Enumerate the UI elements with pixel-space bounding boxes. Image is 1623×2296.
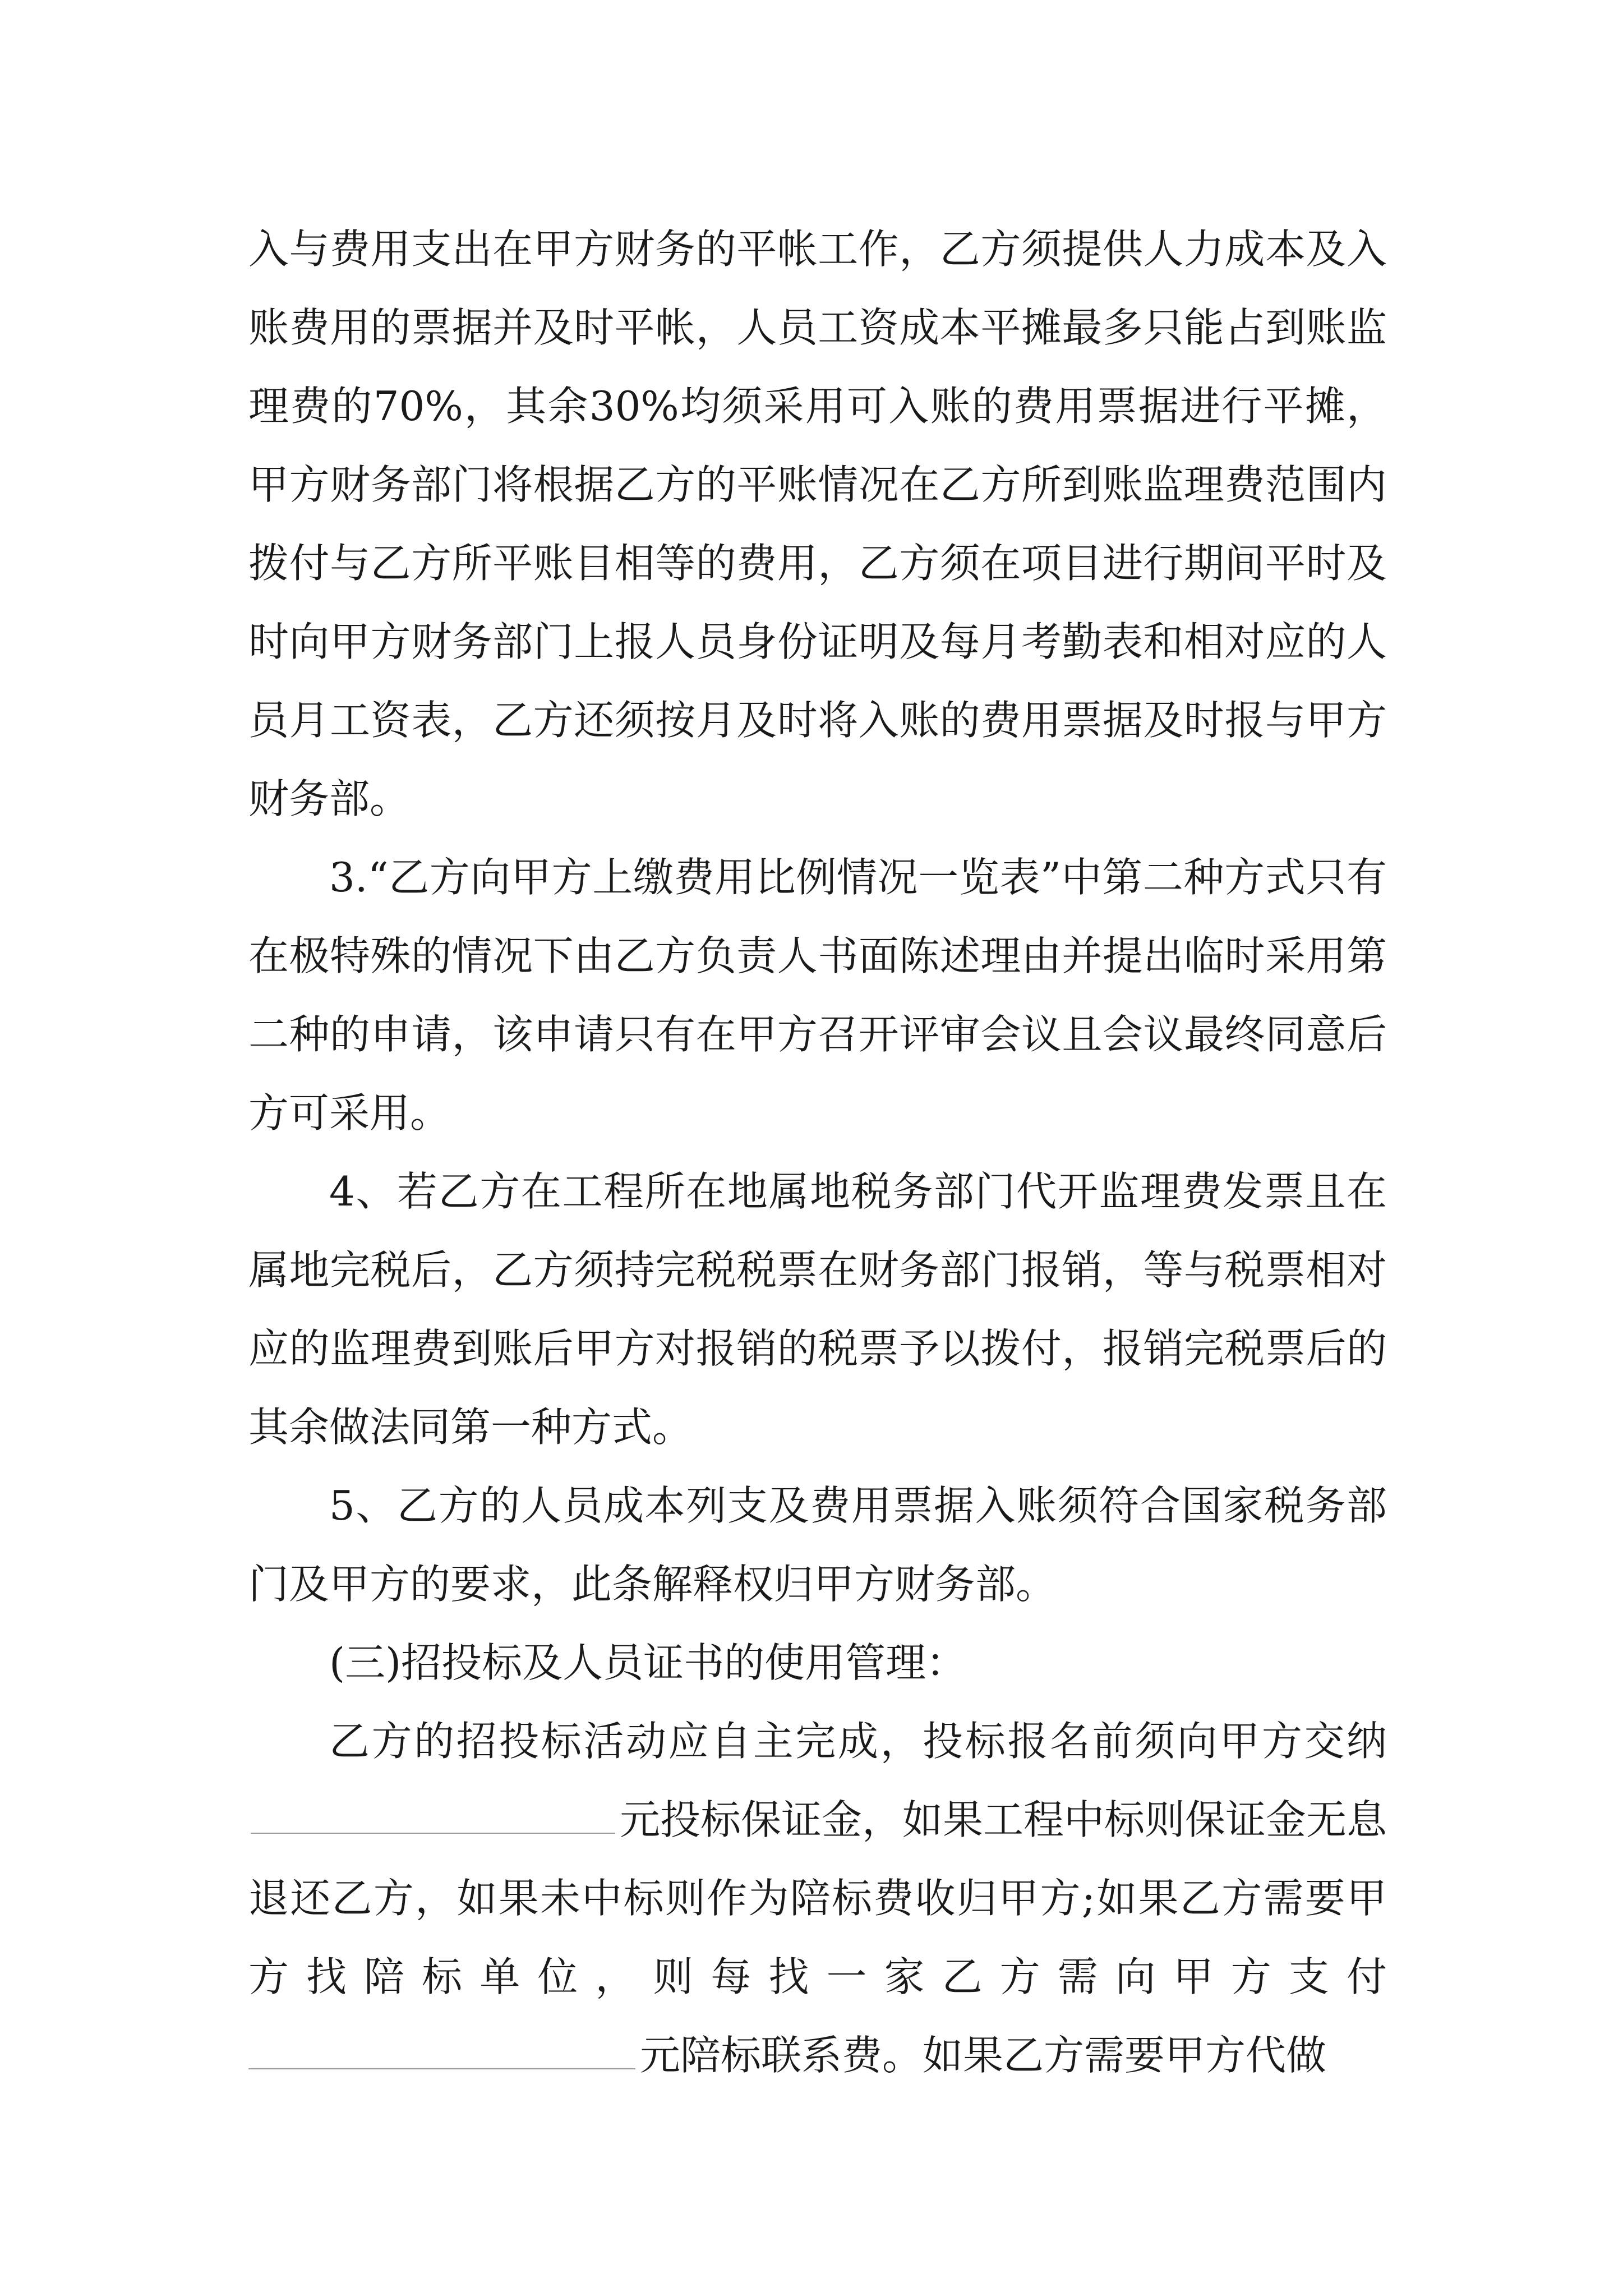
section-heading-3: (三)招投标及人员证书的使用管理： bbox=[329, 1639, 967, 1686]
paragraph-item-4: 4、若乙方在工程所在地属地税务部门代开监理费发票且在属地完税后，乙方须持完税税票在财务部门报销，等与税票相对应的监理费到账后甲方对报销的税票予以拨付，报销完税票后的其余做法同第一种方式。 bbox=[248, 1168, 1387, 1451]
paragraph-continued: 入与费用支出在甲方财务的平帐工作，乙方须提供人力成本及入账费用的票据并及时平帐，人员工资成本平摊最多只能占到账监理费的70%，其余30%均须采用可入账的费用票据进行平摊，甲方财务部门将根据乙方的平账情况在乙方所到账监理费范围内拨付与乙方所平账目相等的费用，乙方须在项目进行期间平时及时向甲方财务部门上报人员身份证明及每月考勤表和相对应的人员月工资表，乙方还须按月及时将入账的费用票据及时报与甲方财务部。 bbox=[248, 226, 1387, 822]
paragraph-item-3: 3.“乙方向甲方上缴费用比例情况一览表”中第二种方式只有在极特殊的情况下由乙方负责人书面陈述理由并提出临时采用第二种的申请，该申请只有在甲方召开评审会议且会议最终同意后方可采用。 bbox=[248, 854, 1387, 1137]
bidding-text-part-3: 元陪标联系费。如果乙方需要甲方代做 bbox=[640, 2032, 1327, 2079]
document-body bbox=[248, 210, 1387, 2095]
paragraph-bidding bbox=[248, 1702, 1387, 2095]
bidding-text-part-1: 乙方的招投标活动应自主完成，投标报名前须向甲方交纳 bbox=[329, 1718, 1387, 1765]
deposit-amount-blank bbox=[251, 1798, 615, 1834]
contact-fee-blank bbox=[248, 2033, 635, 2069]
paragraph-item-5: 5、乙方的人员成本列支及费用票据入账须符合国家税务部门及甲方的要求，此条解释权归甲方财务部。 bbox=[248, 1482, 1387, 1608]
bidding-text-part-2: 元投标保证金，如果工程中标则保证金无息退还乙方，如果未中标则作为陪标费收归甲方;如果乙方需要甲方找陪标单位，则每找一家乙方需向甲方支付 bbox=[248, 1796, 1387, 2000]
